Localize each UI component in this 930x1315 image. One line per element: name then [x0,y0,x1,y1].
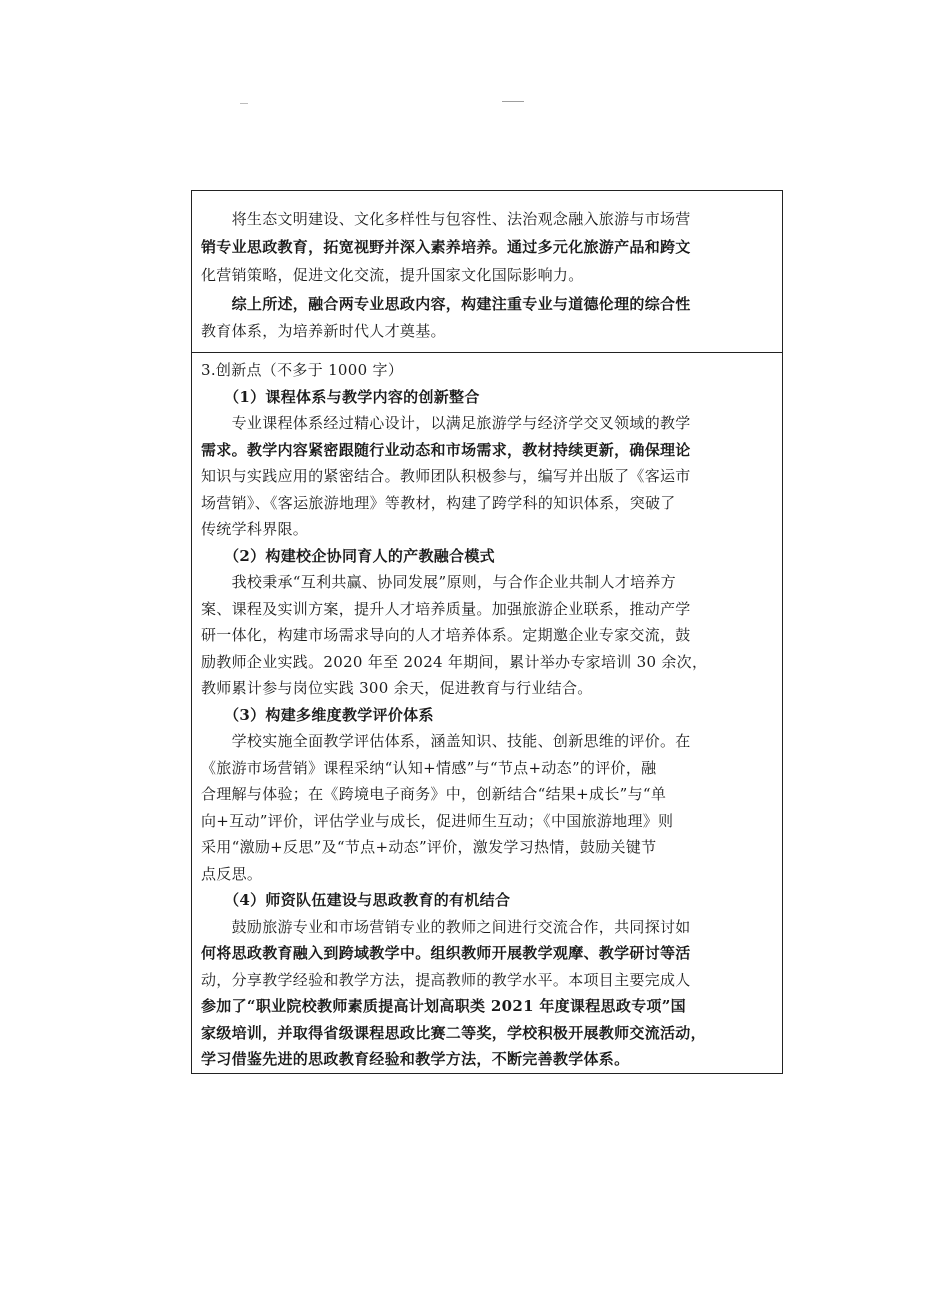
paragraph-line: 销专业思政教育，拓宽视野并深入素养培养。通过多元化旅游产品和跨文 [201,238,691,256]
scan-mark [240,103,248,104]
paragraph-line: 研一体化，构建市场需求导向的人才培养体系。定期邀企业专家交流，鼓 [201,626,691,644]
paragraph-line: 化营销策略，促进文化交流，提升国家文化国际影响力。 [201,266,584,284]
paragraph-line: 励教师企业实践。2020 年至 2024 年期间，累计举办专家培训 30 余次， [201,653,708,671]
paragraph-line: 向+互动”评价，评估学业与成长，促进师生互动；《中国旅游地理》则 [201,812,674,830]
paragraph-line: 综上所述，融合两专业思政内容，构建注重专业与道德伦理的综合性 [201,295,691,313]
paragraph-line: 学校实施全面教学评估体系，涵盖知识、技能、创新思维的评价。在 [201,732,691,750]
paragraph-line: 知识与实践应用的紧密结合。教师团队积极参与，编写并出版了《客运市 [201,467,691,485]
paragraph-line: 学习借鉴先进的思政教育经验和教学方法，不断完善教学体系。 [201,1050,630,1068]
subsection-title: （4）师资队伍建设与思政教育的有机结合 [201,891,511,909]
paragraph-line: 教师累计参与岗位实践 300 余天，促进教育与行业结合。 [201,679,593,697]
paragraph-line: 家级培训，并取得省级课程思政比赛二等奖，学校积极开展教师交流活动， [201,1024,706,1042]
paragraph-line: 合理解与体验；在《跨境电子商务》中，创新结合“结果+成长”与“单 [201,785,667,803]
section-heading: 3.创新点（不多于 1000 字） [201,361,404,379]
paragraph-line: 何将思政教育融入到跨域教学中。组织教师开展教学观摩、教学研讨等活 [201,944,691,962]
paragraph-line: 传统学科界限。 [201,520,309,538]
paragraph-line: 场营销》、《客运旅游地理》等教材，构建了跨学科的知识体系，突破了 [201,494,676,512]
paragraph-line: 《旅游市场营销》课程采纳“认知+情感”与“节点+动态”的评价，融 [201,759,657,777]
subsection-title: （3）构建多维度教学评价体系 [201,706,434,724]
paragraph-line: 专业课程体系经过精心设计，以满足旅游学与经济学交叉领域的教学 [201,414,691,432]
paragraph-line: 鼓励旅游专业和市场营销专业的教师之间进行交流合作，共同探讨如 [201,918,691,936]
subsection-title: （2）构建校企协同育人的产教融合模式 [201,547,495,565]
table-row-divider [191,352,783,353]
scan-mark [502,101,524,102]
paragraph-line: 需求。教学内容紧密跟随行业动态和市场需求，教材持续更新，确保理论 [201,441,691,459]
paragraph-line: 我校秉承“互利共赢、协同发展”原则，与合作企业共制人才培养方 [201,573,676,591]
subsection-title: （1）课程体系与教学内容的创新整合 [201,388,480,406]
paragraph-line: 点反思。 [201,865,263,883]
paragraph-line: 案、课程及实训方案，提升人才培养质量。加强旅游企业联系，推动产学 [201,600,691,618]
paragraph-line: 将生态文明建设、文化多样性与包容性、法治观念融入旅游与市场营 [201,210,691,228]
paragraph-line: 参加了“职业院校教师素质提高计划高职类 2021 年度课程思政专项”国 [201,997,686,1015]
paragraph-line: 教育体系，为培养新时代人才奠基。 [201,322,446,340]
paragraph-line: 动，分享教学经验和教学方法，提高教师的教学水平。本项目主要完成人 [201,971,691,989]
paragraph-line: 采用“激励+反思”及“节点+动态”评价，激发学习热情，鼓励关键节 [201,838,657,856]
